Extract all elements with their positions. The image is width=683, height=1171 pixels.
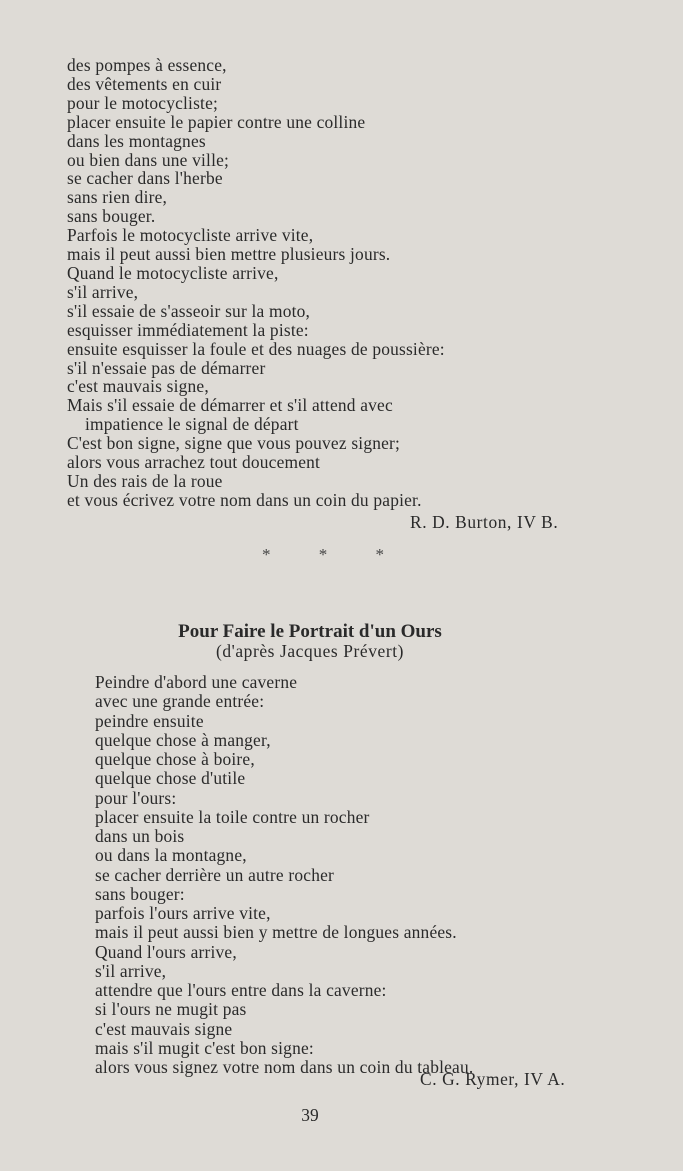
poem-line: pour l'ours: (95, 787, 177, 808)
poem-line: mais s'il mugit c'est bon signe: (95, 1037, 314, 1058)
poem-line: quelque chose d'utile (95, 768, 246, 789)
poem-2-subtitle: (d'après Jacques Prévert) (215, 641, 405, 661)
poem-line: alors vous arrachez tout doucement (67, 452, 321, 473)
poem-line: mais il peut aussi bien mettre plusieurs jours. (67, 244, 391, 265)
poem-1-signature: R. D. Burton, IV B. (410, 512, 559, 532)
poem-line: placer ensuite le papier contre une colline (67, 111, 366, 132)
poem-line: dans un bois (95, 826, 185, 846)
page-number: 39 (301, 1105, 319, 1125)
poem-line: ensuite esquisser la foule et des nuages de poussière: (67, 338, 445, 359)
poem-line: et vous écrivez votre nom dans un coin du papier. (67, 489, 422, 510)
poem-line: Un des rais de la roue (67, 470, 223, 491)
poem-line: c'est mauvais signe (95, 1018, 233, 1039)
poem-1 (67, 56, 657, 510)
poem-line: sans bouger. (67, 206, 156, 227)
poem-line: des vêtements en cuir (67, 73, 222, 94)
poem-line: sans bouger: (95, 883, 185, 904)
poem-line: avec une grande entrée: (95, 691, 265, 712)
poem-line: s'il n'essaie pas de démarrer (67, 357, 266, 378)
poem-line: Quand le motocycliste arrive, (67, 262, 279, 283)
poem-line: se cacher dans l'herbe (67, 168, 223, 189)
poem-line: quelque chose à manger, (95, 729, 271, 750)
poem-line: dans les montagnes (67, 130, 206, 151)
poem-line: alors vous signez votre nom dans un coin du tableau. (95, 1057, 474, 1077)
poem-line: impatience le signal de départ (85, 414, 299, 435)
poem-line: Mais s'il essaie de démarrer et s'il attend avec (67, 395, 393, 416)
poem-line: C'est bon signe, signe que vous pouvez signer; (67, 433, 401, 454)
poem-2 (95, 673, 655, 1077)
poem-line: peindre ensuite (95, 710, 204, 731)
poem-line: s'il arrive, (95, 960, 167, 981)
poem-line: ou bien dans une ville; (67, 149, 230, 170)
poem-line: parfois l'ours arrive vite, (95, 903, 271, 923)
poem-line: attendre que l'ours entre dans la caverne: (95, 980, 387, 1000)
poem-line: mais il peut aussi bien y mettre de longues années. (95, 922, 457, 943)
poem-line: ou dans la montagne, (95, 845, 247, 866)
section-separator: * * * (262, 545, 406, 564)
poem-line: se cacher derrière un autre rocher (95, 864, 335, 885)
poem-line: si l'ours ne mugit pas (95, 999, 247, 1020)
poem-line: Peindre d'abord une caverne (95, 672, 298, 692)
poem-line: placer ensuite la toile contre un rocher (95, 806, 370, 827)
poem-line: s'il arrive, (67, 281, 139, 302)
poem-line: s'il essaie de s'asseoir sur la moto, (67, 300, 311, 321)
poem-2-signature: C. G. Rymer, IV A. (420, 1069, 566, 1089)
poem-line: des pompes à essence, (67, 55, 227, 75)
poem-line: sans rien dire, (67, 187, 168, 208)
poem-line: Quand l'ours arrive, (95, 941, 237, 962)
poem-line: pour le motocycliste; (67, 92, 219, 113)
poem-line: Parfois le motocycliste arrive vite, (67, 225, 314, 246)
poem-2-title: Pour Faire le Portrait d'un Ours (178, 621, 442, 642)
poem-line: c'est mauvais signe, (67, 376, 209, 397)
poem-line: esquisser immédiatement la piste: (67, 319, 309, 340)
poem-line: quelque chose à boire, (95, 749, 255, 769)
